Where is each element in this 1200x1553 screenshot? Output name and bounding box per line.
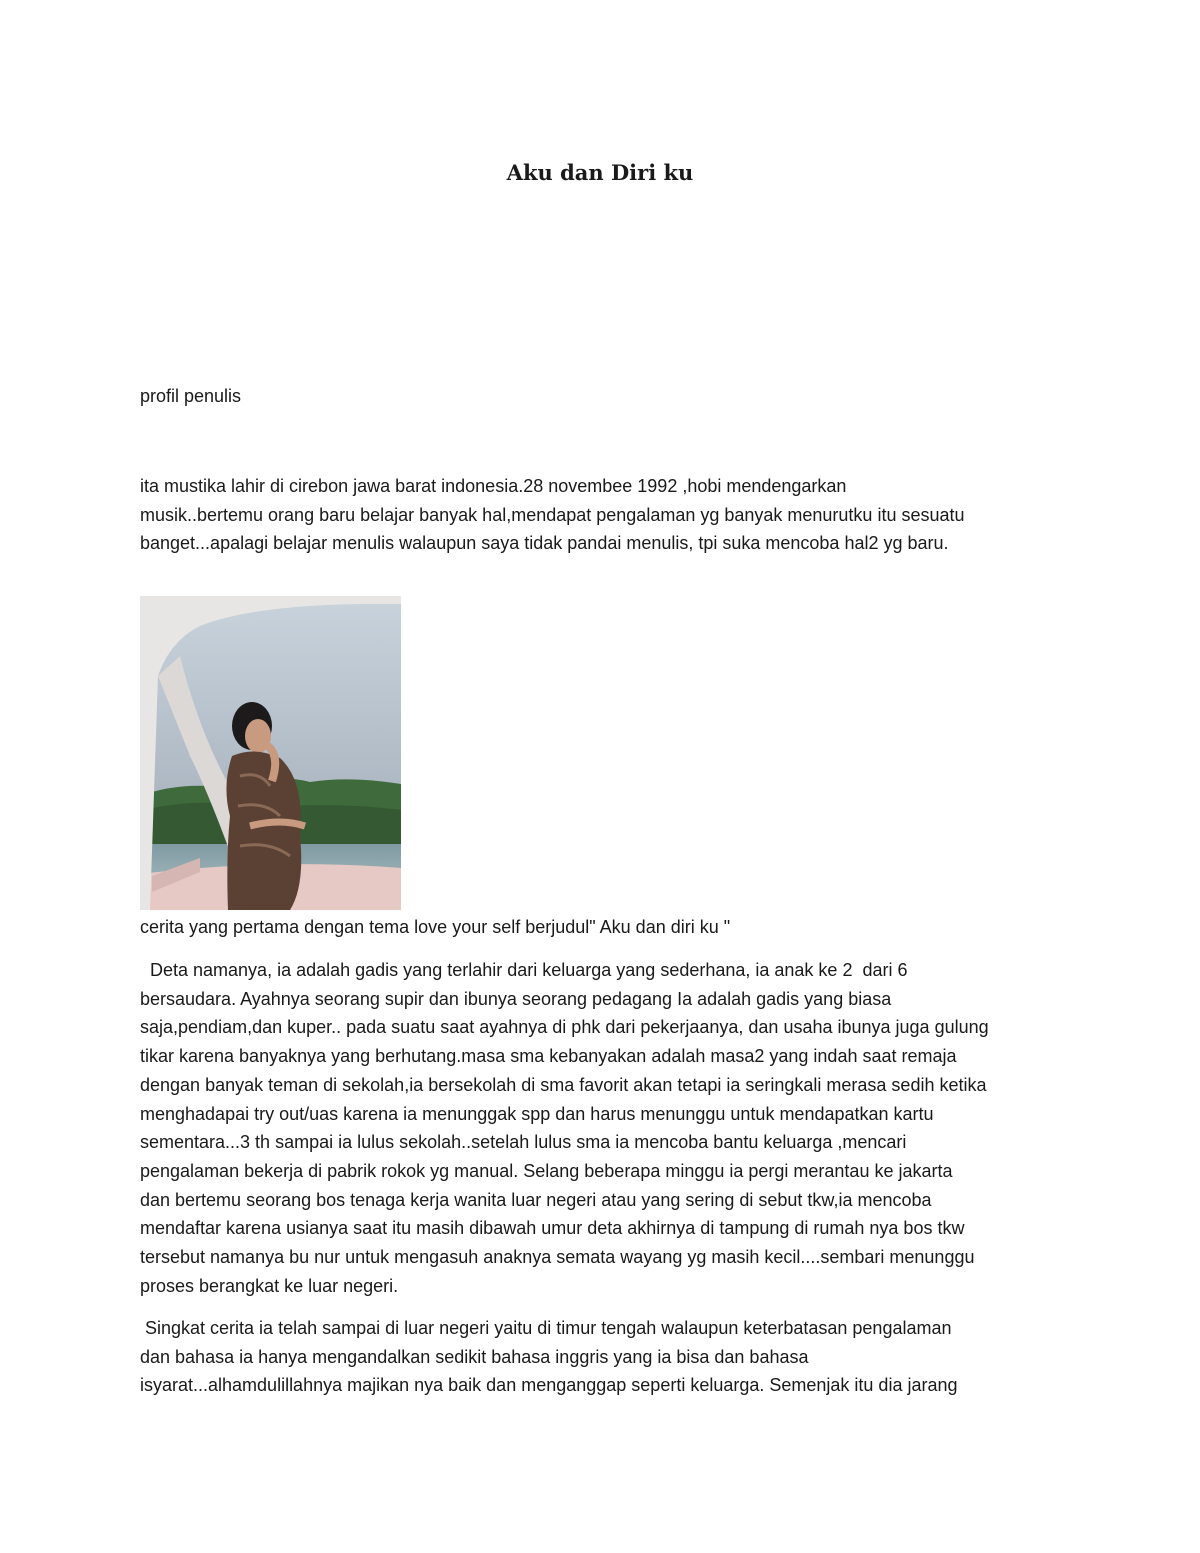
intro-paragraph xyxy=(140,472,965,558)
paragraph-line: dan bahasa ia hanya mengandalkan sedikit bahasa inggris yang ia bisa dan bahasa xyxy=(140,1346,809,1367)
paragraph-line: isyarat...alhamdulillahnya majikan nya baik dan menganggap seperti keluarga. Semenjak itu dia jarang xyxy=(140,1375,958,1396)
paragraph-line: dan bertemu seorang bos tenaga kerja wanita luar negeri atau yang sering di sebut tkw,ia mencoba xyxy=(140,1189,932,1210)
paragraph-line: Singkat cerita ia telah sampai di luar negeri yaitu di timur tengah walaupun keterbatasan pengalaman xyxy=(140,1318,952,1338)
paragraph-line: tikar karena banyaknya yang berhutang.masa sma kebanyakan adalah masa2 yang indah saat remaja xyxy=(140,1046,957,1067)
paragraph-line: Deta namanya, ia adalah gadis yang terlahir dari keluarga yang sederhana, ia anak ke 2 dari 6 xyxy=(140,960,908,980)
paragraph-line: mendaftar karena usianya saat itu masih dibawah umur deta akhirnya di tampung di rumah nya bos tkw xyxy=(140,1218,965,1239)
intro-line: banget...apalagi belajar menulis walaupun saya tidak pandai menulis, tpi suka mencoba hal2 yg baru. xyxy=(140,533,949,554)
document-title: Aku dan Diri ku xyxy=(506,160,694,185)
story-paragraph-2 xyxy=(140,1314,958,1400)
paragraph-line: saja,pendiam,dan kuper.. pada suatu saat ayahnya di phk dari pekerjaanya, dan usaha ibunya juga gulung xyxy=(140,1017,989,1038)
section-label: profil penulis xyxy=(140,386,242,406)
story-paragraph-1 xyxy=(140,956,989,1300)
paragraph-line: pengalaman bekerja di pabrik rokok yg manual. Selang beberapa minggu ia pergi merantau ke jakarta xyxy=(140,1160,953,1181)
caption-line: cerita yang pertama dengan tema love your self berjudul" Aku dan diri ku " xyxy=(140,917,731,937)
intro-line: ita mustika lahir di cirebon jawa barat indonesia.28 novembee 1992 ,hobi mendengarkan xyxy=(140,476,847,496)
paragraph-line: menghadapai try out/uas karena ia menunggak spp dan harus menunggu untuk mendapatkan kartu xyxy=(140,1103,934,1124)
author-photo xyxy=(140,596,401,910)
intro-line: musik..bertemu orang baru belajar banyak hal,mendapat pengalaman yg banyak menurutku itu sesuatu xyxy=(140,504,965,525)
paragraph-line: proses berangkat ke luar negeri. xyxy=(140,1275,399,1296)
paragraph-line: sementara...3 th sampai ia lulus sekolah..setelah lulus sma ia mencoba bantu keluarga ,mencari xyxy=(140,1132,907,1153)
paragraph-line: bersaudara. Ayahnya seorang supir dan ibunya seorang pedagang Ia adalah gadis yang biasa xyxy=(140,988,892,1009)
paragraph-line: tersebut namanya bu nur untuk mengasuh anaknya semata wayang yg masih kecil....sembari menunggu xyxy=(140,1247,975,1268)
paragraph-line: dengan banyak teman di sekolah,ia bersekolah di sma favorit akan tetapi ia seringkali merasa sedih ketika xyxy=(140,1074,987,1095)
story-caption xyxy=(140,913,730,942)
